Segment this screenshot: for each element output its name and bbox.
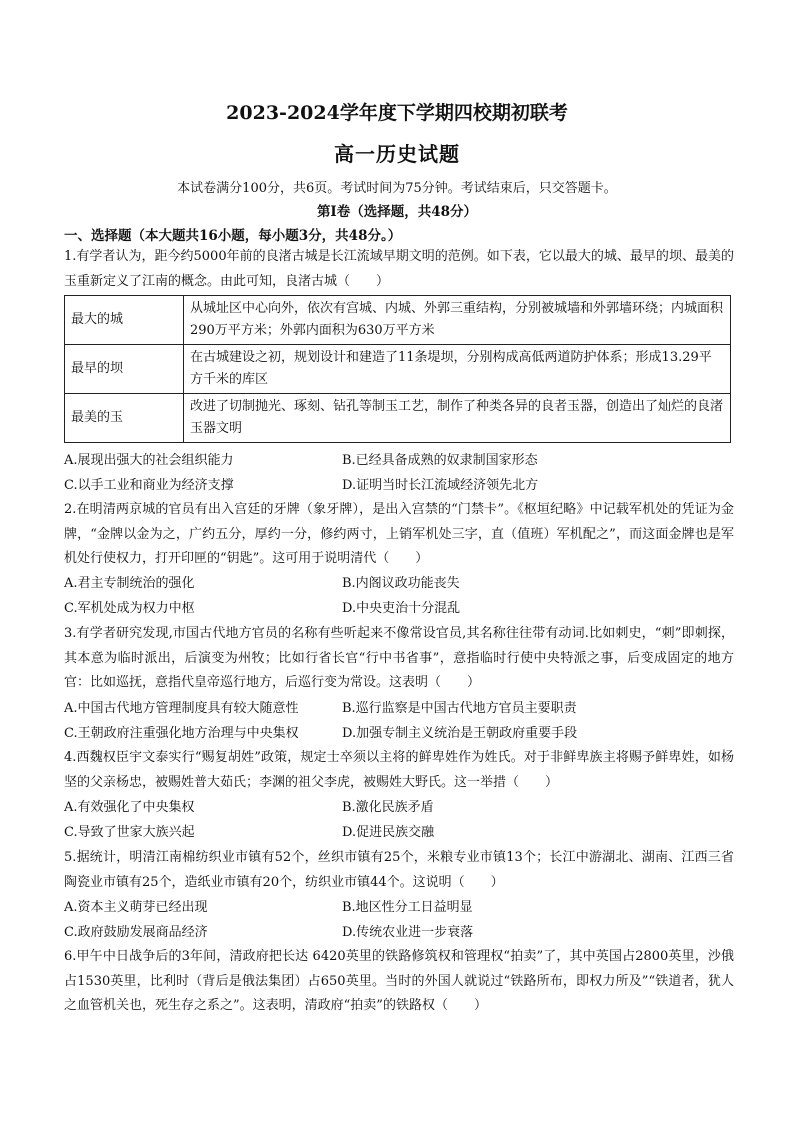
table-cell-label: 最大的城 [65, 296, 184, 345]
table-row [65, 345, 731, 394]
question-4-stem: 4.西魏权臣宇文泰实行“赐复胡姓”政策，规定士卒须以主将的鲜卑姓作为姓氏。对于非鲜卑族主将赐予鲜卑姓，如杨坚的父亲杨忠，被赐姓普大茹氏；李渊的祖父李虎，被赐姓大野氏。这一举措（ ） [64, 750, 734, 790]
option-c: C.导致了世家大族兴起 [64, 824, 195, 840]
table-cell-text: 改进了切制抛光、琢刻、钻孔等制玉工艺，制作了种类各异的良者玉器，创造出了灿烂的良渚玉器文明 [184, 394, 731, 443]
option-c: C.王朝政府注重强化地方治理与中央集权 [64, 725, 299, 741]
question-2-options [64, 572, 734, 621]
table-cell-text: 从城址区中心向外，依次有宫城、内城、外郭三重结构，分别被城墙和外郭墙环绕；内城面积290万平方米；外郭内面积为630万平方米 [184, 296, 731, 345]
question-4-options [64, 796, 734, 845]
question-3-options [64, 697, 734, 746]
option-a: A.资本主义萌芽已经出现 [64, 900, 208, 915]
option-a: A.有效强化了中央集权 [64, 800, 195, 815]
option-b: B.激化民族矛盾 [342, 800, 434, 815]
question-2-stem: 2.在明清两京城的官员有出入宫廷的牙牌（象牙牌），是出入宫禁的“门禁卡”。《枢垣纪略》中记载军机处的凭证为金牌，“金牌以金为之，广约五分，厚约一分，修约两寸，上销军机处三字，直（值班）军机配之”，而这面金牌也是军机处行使权力，打开印匣的“钥匙”。这可用于说明清代（ ） [64, 502, 734, 566]
option-d: D.传统农业进一步衰落 [342, 924, 474, 940]
exam-intro: 本试卷满分100分，共6页。考试时间为75分钟。考试结束后，只交答题卡。 [177, 181, 617, 196]
option-a: A.君主专制统治的强化 [64, 576, 195, 591]
option-d: D.促进民族交融 [342, 824, 435, 840]
option-d: D.中央吏治十分混乱 [342, 600, 461, 616]
option-b: B.地区性分工日益明显 [342, 900, 473, 915]
option-b: B.巡行监察是中国古代地方官员主要职责 [342, 701, 577, 716]
option-b: B.已经具备成熟的奴隶制国家形态 [342, 453, 538, 468]
table-cell-label: 最早的坝 [65, 345, 184, 394]
question-1-options [64, 449, 734, 498]
question-1-table [64, 295, 731, 443]
volume-heading: 第Ⅰ卷（选择题，共48分） [316, 204, 478, 220]
section-heading: 一、选择题（本大题共16小题，每小题3分，共48分。） [64, 228, 402, 244]
question-3-stem: 3.有学者研究发现,市国古代地方官员的名称有些听起来不像常设官员,其名称往往带有动词.比如刺史，“刺”即刺探，其本意为临时派出，后演变为州牧；比如行省长官“行中书省事”，意指临时行使中央特派之事，后变成固定的地方官：比如巡抚，意指代皇帝巡行地方，后巡行变为常设。这表明（ ） [64, 626, 734, 690]
question-5-stem: 5.据统计，明清江南棉纺织业市镇有52个，丝织市镇有25个，米粮专业市镇13个；长江中游湖北、湖南、江西三省陶瓷业市镇有25个，造纸业市镇有20个，纺织业市镇44个。这说明（ ） [64, 850, 734, 890]
option-d: D.证明当时长江流域经济领先北方 [342, 477, 539, 493]
option-d: D.加强专制主义统治是王朝政府重要手段 [342, 725, 578, 741]
option-c: C.军机处成为权力中枢 [64, 600, 195, 616]
option-c: C.以手工业和商业为经济支撑 [64, 477, 234, 493]
exam-subtitle: 高一历史试题 [334, 142, 460, 166]
question-1-stem: 1.有学者认为，距今约5000年前的良渚古城是长江流域早期文明的范例。如下表，它以最大的城、最早的坝、最美的玉重新定义了江南的概念。由此可知，良渚古城（ ） [64, 249, 734, 289]
exam-title: 2023-2024学年度下学期四校期初联考 [226, 102, 568, 124]
table-row [65, 394, 731, 443]
option-c: C.政府鼓励发展商品经济 [64, 924, 208, 940]
option-b: B.内阁议政功能丧失 [342, 576, 460, 591]
table-row [65, 296, 731, 345]
question-6-stem: 6.甲午中日战争后的3年间，清政府把长达 6420英里的铁路修筑权和管理权“拍卖”了，其中英国占2800英里，沙俄占1530英里，比利时（背后是俄法集团）占650英里。当时的外国人就说过“铁路所布，即权力所及”“铁道者，犹人之血管机关也，死生存之系之”。这表明，清政府“拍卖”的铁路权（ ） [64, 949, 734, 1013]
table-cell-text: 在古城建设之初，规划设计和建造了11条堤坝，分别构成高低两道防护体系；形成13.29平方千米的库区 [184, 345, 731, 394]
question-5-options [64, 896, 734, 945]
option-a: A.展现出强大的社会组织能力 [64, 453, 234, 468]
option-a: A.中国古代地方管理制度具有较大随意性 [64, 701, 299, 716]
table-cell-label: 最美的玉 [65, 394, 184, 443]
